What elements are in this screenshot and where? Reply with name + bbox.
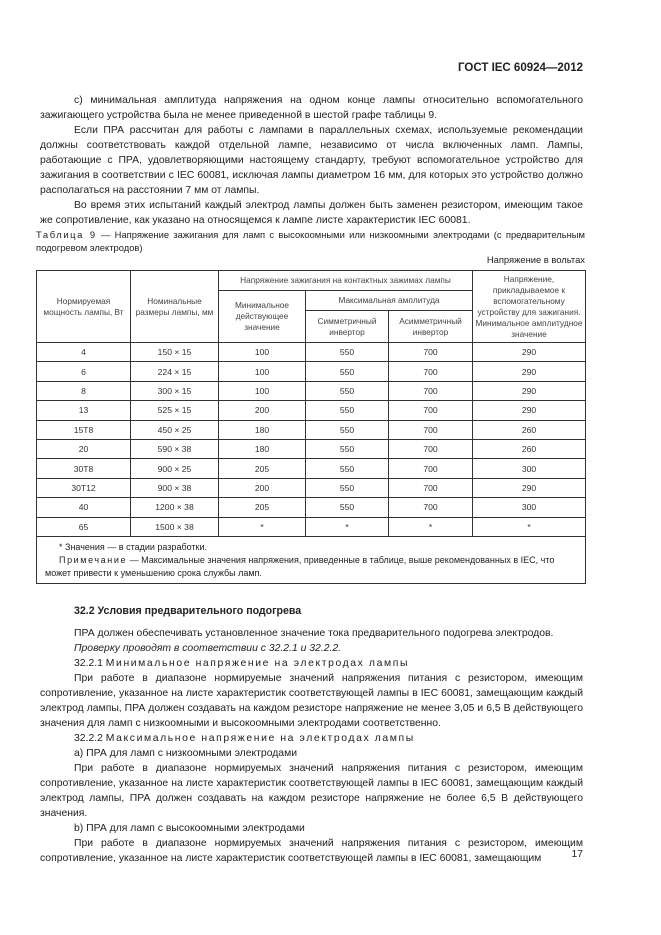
table-cell: 30T8 [37,459,131,478]
table-cell: 550 [306,498,389,517]
table-cell: 550 [306,362,389,381]
table-cell: 180 [219,420,306,439]
table-cell: 700 [389,439,473,458]
table-cell: 550 [306,343,389,362]
table-notes [36,537,586,584]
paragraph: a) ПРА для ламп с низкоомными электродами [74,748,298,759]
table-cell: 300 × 15 [131,381,219,400]
table-cell: 8 [37,381,131,400]
paragraph: При работе в диапазоне нормируемых значений напряжения питания с резистором, имеющим сопротивление, указанное на листе характеристик соответствующей лампы в IEC 60081, замещающим [40,838,583,864]
paragraph: ПРА должен обеспечивать установленное значение тока предварительного подогрева электродов. [74,628,554,639]
table-cell: 6 [37,362,131,381]
header-aux: Напряжение, прикладываемое к вспомогательному устройству для зажигания. Минимальное амплитудное значение [473,271,586,343]
note-text: — Максимальные значения напряжения, приведенные в таблице, выше рекомендованных в IEC, что может привести к уменьшению срока службы ламп. [45,554,555,578]
table-cell: 450 × 25 [131,420,219,439]
paragraph: Если ПРА рассчитан для работы с лампами в параллельных схемах, используемые рекомендации должны соответствовать каждой отдельной лампе, независимо от числа включенных ламп. Лампы, работающие с ПРА, удовлетворяющими настоящему стандарту, требуют вспомогательное устройство для зажигания в соответствии с IEC 60081, исключая лампы диаметром 16 мм, для которых это устройство должно располагаться на расстоянии 7 мм от лампы. [40,125,583,196]
table-cell: 1500 × 38 [131,517,219,536]
table-row [37,362,586,381]
table-row [37,343,586,362]
table-cell: 550 [306,401,389,420]
table-cell: 700 [389,478,473,497]
table-cell: 260 [473,439,586,458]
paragraph-italic: Проверку проводят в соответствии с 32.2.1 и 32.2.2. [74,643,342,654]
table-cell: 525 × 15 [131,401,219,420]
table-cell: 200 [219,401,306,420]
table-cell: 700 [389,401,473,420]
table-cell: * [389,517,473,536]
table-cell: 1200 × 38 [131,498,219,517]
table-cell: 100 [219,362,306,381]
table-cell: 15T8 [37,420,131,439]
table-cell: 550 [306,478,389,497]
table-cell: 700 [389,381,473,400]
table-cell: 550 [306,381,389,400]
table-cell: 700 [389,343,473,362]
header-power: Нормируемая мощность лампы, Вт [37,271,131,343]
note-label: Примечание [59,554,128,565]
table-cell: 30T12 [37,478,131,497]
table-cell: 40 [37,498,131,517]
caption-label: Таблица 9 [36,229,97,240]
table-cell: 700 [389,498,473,517]
table-cell: 65 [37,517,131,536]
table-cell: 590 × 38 [131,439,219,458]
table-cell: 300 [473,459,586,478]
table-9 [36,270,586,584]
table-cell: 550 [306,459,389,478]
table-row [37,401,586,420]
subsection-title: Минимальное напряжение на электродах лампы [105,658,410,669]
table-cell: 290 [473,478,586,497]
table-cell: 205 [219,498,306,517]
table-row [37,517,586,536]
table-cell: 290 [473,381,586,400]
paragraph: b) ПРА для ламп с высокоомными электродами [74,823,305,834]
table-cell: 290 [473,362,586,381]
table-row [37,498,586,517]
paragraph: c) минимальная амплитуда напряжения на одном конце лампы относительно вспомогательного зажигающего устройства была не менее приведенной в шестой графе таблицы 9. [40,95,583,121]
table-cell: 100 [219,343,306,362]
header-ignition: Напряжение зажигания на контактных зажимах лампы [219,271,473,291]
header-asym: Асимметричный инвертор [389,311,473,343]
table-cell: 900 × 25 [131,459,219,478]
header-size: Номинальные размеры лампы, мм [131,271,219,343]
table-cell: 900 × 38 [131,478,219,497]
table-cell: 700 [389,459,473,478]
table-cell: 200 [219,478,306,497]
table-row [37,381,586,400]
intro-text [40,93,583,228]
table-cell: * [219,517,306,536]
table-cell: 260 [473,420,586,439]
table-row [37,478,586,497]
subsection-title: Максимальное напряжение на электродах лампы [105,733,415,744]
table-cell: 290 [473,401,586,420]
header-max-amp: Максимальная амплитуда [306,291,473,311]
paragraph: При работе в диапазоне нормируемые значений напряжения питания с резистором, имеющим сопротивление, указанное на листе характеристик соответствующей лампы в IEC 60081, замещающим каждый электрод лампы, ПРА должен создавать на каждом резисторе напряжение не менее 3,05 и 6,5 В действующего значения для ламп с низкоомными и высокоомными электродами соответственно. [40,673,583,729]
section-32-2 [40,598,583,866]
table-cell: * [473,517,586,536]
table-cell: 550 [306,420,389,439]
table-cell: * [306,517,389,536]
header-sym: Симметричный инвертор [306,311,389,343]
footnote: * Значения — в стадии разработки. [59,541,207,552]
caption-text: — Напряжение зажигания для ламп с высокоомными или низкоомными электродами (с предварительным подогревом электродов) [36,229,585,253]
table-units: Напряжение в вольтах [486,254,585,265]
table-cell: 20 [37,439,131,458]
table-row [37,420,586,439]
table-cell: 150 × 15 [131,343,219,362]
table-cell: 180 [219,439,306,458]
header-min-rms: Минимальное действующее значение [219,291,306,343]
table-cell: 700 [389,420,473,439]
subsection-number: 32.2.2 [74,733,106,744]
table-cell: 4 [37,343,131,362]
page-number: 17 [571,849,583,860]
table-cell: 100 [219,381,306,400]
paragraph: При работе в диапазоне нормируемых значений напряжения питания с резистором, имеющим сопротивление, указанное на листе характеристик соответствующей лампы в IEC 60081, замещающим каждый электрод лампы, ПРА должен создавать на каждом резисторе напряжение не более 6,5 В действующего значения. [40,763,583,819]
table-cell: 300 [473,498,586,517]
table-cell: 290 [473,343,586,362]
table-row [37,459,586,478]
table-cell: 13 [37,401,131,420]
paragraph: Во время этих испытаний каждый электрод лампы должен быть заменен резистором, имеющим такое же сопротивление, как указано на относящемся к лампе листе характеристик IEC 60081. [40,200,583,226]
table-caption [36,228,585,254]
document-header: ГОСТ IEC 60924—2012 [458,62,583,74]
table-cell: 550 [306,439,389,458]
subsection-number: 32.2.1 [74,658,106,669]
table-cell: 700 [389,362,473,381]
table-cell: 224 × 15 [131,362,219,381]
table-row [37,439,586,458]
section-title: 32.2 Условия предварительного подогрева [74,605,302,617]
table-cell: 205 [219,459,306,478]
